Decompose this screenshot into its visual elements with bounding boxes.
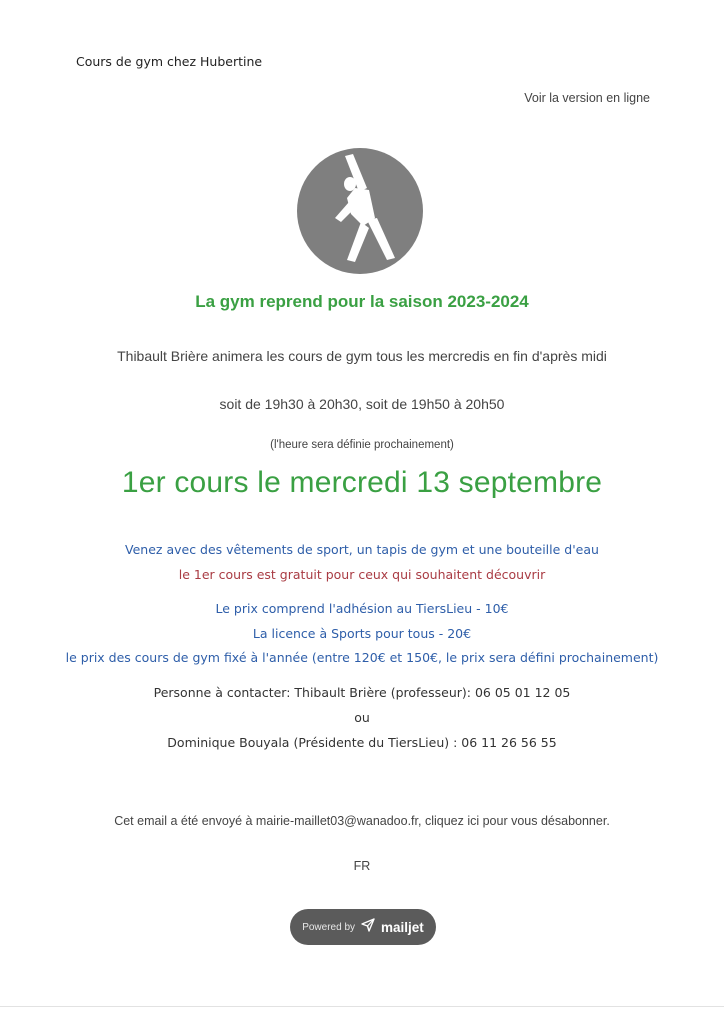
- intro-text: Thibault Brière animera les cours de gym tous les mercredis en fin d'après midi: [117, 348, 607, 364]
- preheader-text: Cours de gym chez Hubertine: [76, 54, 263, 69]
- language-label[interactable]: FR: [353, 859, 371, 873]
- class-times: soit de 19h30 à 20h30, soit de 19h50 à 20h50: [219, 396, 505, 412]
- price-line-course-fee: le prix des cours de gym fixé à l'année (entre 120€ et 150€, le prix sera défini prochainement): [65, 650, 659, 665]
- contact-teacher: Personne à contacter: Thibault Brière (professeur): 06 05 01 12 05: [153, 685, 571, 700]
- time-note: (l'heure sera définie prochainement): [270, 439, 454, 451]
- paper-plane-icon: [361, 918, 375, 937]
- bottom-divider: [0, 1006, 724, 1007]
- price-line-membership: Le prix comprend l'adhésion au TiersLieu - 10€: [215, 601, 509, 616]
- first-class-announcement: 1er cours le mercredi 13 septembre: [121, 466, 603, 499]
- free-trial-text: le 1er cours est gratuit pour ceux qui souhaitent découvrir: [178, 567, 546, 582]
- unsubscribe-note[interactable]: Cet email a été envoyé à mairie-maillet03@wanadoo.fr, cliquez ici pour vous désabonner.: [114, 814, 610, 828]
- bring-items-text: Venez avec des vêtements de sport, un tapis de gym et une bouteille d'eau: [125, 542, 599, 557]
- gymnast-logo-icon: [297, 148, 423, 274]
- contact-or: ou: [354, 710, 370, 725]
- powered-by-mailjet-badge[interactable]: [290, 909, 436, 945]
- contact-president: Dominique Bouyala (Présidente du TiersLieu) : 06 11 26 56 55: [167, 735, 557, 750]
- price-line-license: La licence à Sports pour tous - 20€: [252, 626, 472, 641]
- view-online-link[interactable]: Voir la version en ligne: [524, 91, 650, 105]
- headline: La gym reprend pour la saison 2023-2024: [195, 292, 529, 311]
- mailjet-brand: mailjet: [381, 919, 424, 935]
- powered-by-label: Powered by: [302, 921, 356, 933]
